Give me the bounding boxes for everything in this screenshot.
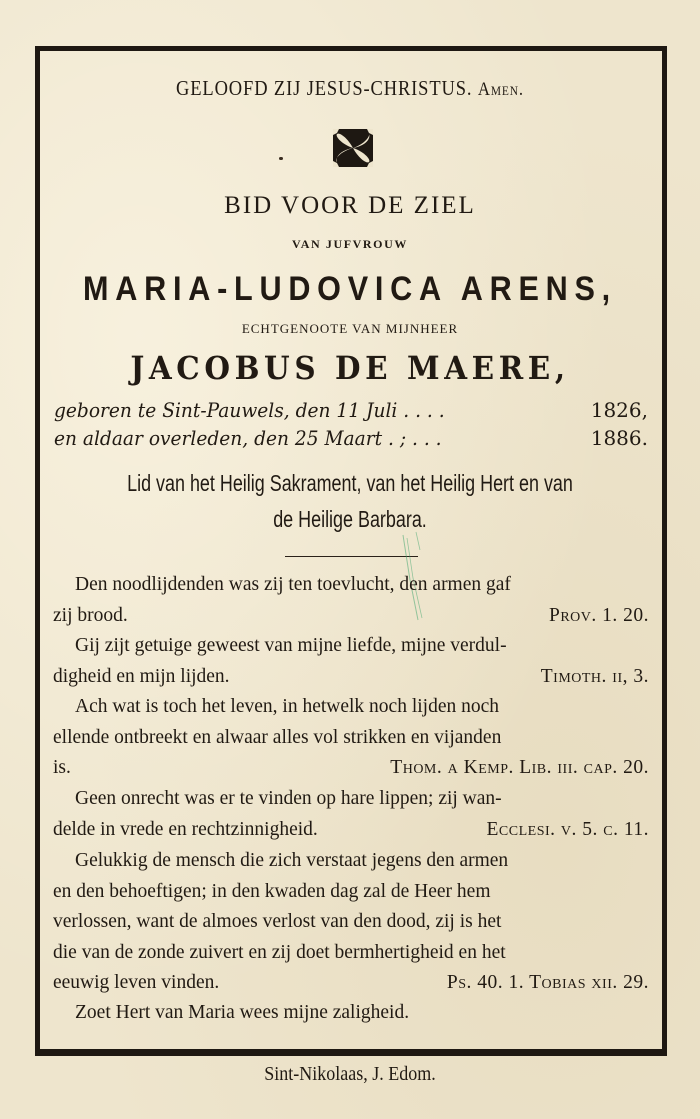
verse-text: verlossen, want de almoes verlost van den dood, zij is het [53, 911, 502, 932]
deceased-name: MARIA-LUDOVICA ARENS, [83, 270, 617, 308]
verse-reference: Ecclesi. v. 5. c. 11. [486, 818, 649, 840]
verse-line [53, 877, 649, 908]
verse-line [53, 753, 649, 784]
verse-3 [53, 692, 649, 784]
verse-text: Gij zijt getuige geweest van mijne liefde, mijne verdul- [75, 635, 507, 656]
verse-line [53, 938, 649, 969]
verse-4 [53, 784, 649, 845]
verse-line [53, 907, 649, 938]
verse-text: digheid en mijn lijden. [53, 665, 230, 687]
birth-text: geboren te Sint-Pauwels, den 11 Juli . . . . [54, 398, 445, 422]
verse-text: is. [53, 757, 71, 778]
verse-text: Gelukkig de mensch die zich verstaat jegens den armen [75, 850, 509, 871]
verse-line [53, 631, 649, 662]
verse-text: eeuwig leven vinden. [53, 972, 220, 993]
verse-reference: Prov. 1. 20. [548, 604, 649, 626]
verse-reference: Timoth. ii, 3. [540, 665, 649, 687]
verse-reference: Thom. a Kemp. Lib. iii. cap. 20. [390, 757, 649, 778]
verse-line [53, 815, 649, 846]
spouse-label: ECHTGENOOTE VAN MIJNHEER [241, 321, 459, 336]
verse-line [53, 998, 649, 1029]
verse-text: Geen onrecht was er te vinden op hare lippen; zij wan- [75, 788, 502, 809]
header-amen: Amen. [477, 79, 524, 100]
verse-text: die van de zonde zuivert en zij doet bermhertigheid en het [53, 941, 506, 963]
prayer-heading: BID VOOR DE ZIEL [224, 192, 476, 219]
printer-imprint: Sint-Nikolaas, J. Edom. [264, 1063, 436, 1085]
membership-line-2: de Heilige Barbara. [273, 506, 427, 532]
verse-text: Zoet Hert van Maria wees mijne zaligheid. [75, 1002, 410, 1023]
verse-text: en den behoeftigen; in den kwaden dag zal de Heer hem [53, 880, 491, 902]
verse-reference: Ps. 40. 1. Tobias xii. 29. [446, 972, 649, 993]
verse-line [53, 692, 649, 723]
husband-name: JACOBUS DE MAERE, [130, 349, 570, 387]
death-text: en aldaar overleden, den 25 Maart . ; . . . [54, 426, 442, 450]
membership-line-1: Lid van het Heilig Sakrament, van het Heilig Hert en van [127, 470, 573, 496]
van-jufvrouw-label: VAN JUFVROUW [292, 237, 408, 251]
verse-line [53, 662, 649, 693]
verse-text: delde in vrede en rechtzinnigheid. [53, 818, 318, 840]
verse-text: ellende ontbreekt en alwaar alles vol strikken en vijanden [53, 726, 502, 748]
verse-line [53, 601, 649, 632]
verse-line [53, 723, 649, 754]
header-text: GELOOFD ZIJ JESUS-CHRISTUS. [176, 76, 473, 100]
verse-2 [53, 631, 649, 692]
header-invocation [42, 76, 658, 101]
verse-text: zij brood. [53, 604, 128, 626]
cross-ornament-icon [331, 127, 375, 169]
verse-line [53, 968, 649, 999]
verse-text: Ach wat is toch het leven, in hetwelk noch lijden noch [75, 696, 500, 717]
verse-line [53, 846, 649, 877]
verse-1 [53, 570, 649, 631]
closing-invocation [53, 998, 649, 1029]
birth-year: 1826, [590, 398, 648, 422]
verse-text: Den noodlijdenden was zij ten toevlucht, den armen gaf [75, 574, 511, 595]
ink-speck [279, 157, 283, 160]
birth-line [54, 398, 648, 422]
verse-line [53, 570, 649, 601]
verse-line [53, 784, 649, 815]
death-year: 1886. [590, 426, 648, 450]
verse-5 [53, 846, 649, 999]
death-line [54, 426, 648, 450]
